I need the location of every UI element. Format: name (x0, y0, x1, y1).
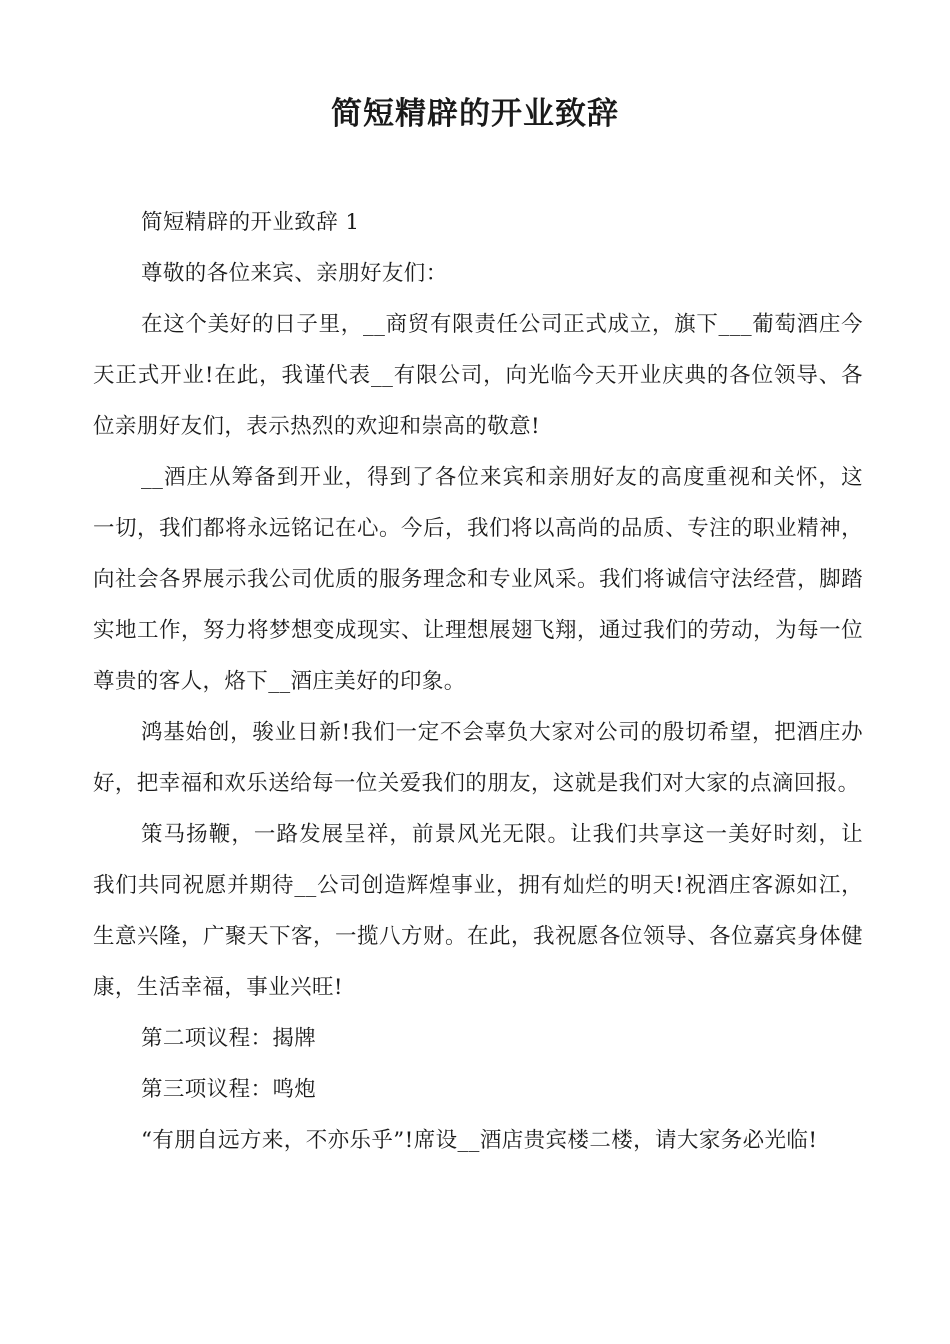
paragraph-opening: 在这个美好的日子里，__商贸有限责任公司正式成立，旗下___葡萄酒庄今天正式开业!在此，我谨代表__有限公司，向光临今天开业庆典的各位领导、各位亲朋好友们，表示热烈的欢迎和崇高的敬意! (93, 312, 863, 439)
document-body (93, 197, 863, 1166)
paragraph-gratitude: __酒庄从筹备到开业，得到了各位来宾和亲朋好友的高度重视和关怀，这一切，我们都将永远铭记在心。今后，我们将以高尚的品质、专注的职业精神，向社会各界展示我公司优质的服务理念和专业风采。我们将诚信守法经营，脚踏实地工作，努力将梦想变成现实、让理想展翅飞翔，通过我们的劳动，为每一位尊贵的客人，烙下__酒庄美好的印象。 (93, 465, 863, 694)
paragraph-subtitle: 简短精辟的开业致辞 1 (141, 210, 360, 235)
paragraph-agenda-3: 第三项议程：鸣炮 (141, 1077, 317, 1102)
paragraph-salutation: 尊敬的各位来宾、亲朋好友们： (141, 261, 448, 286)
paragraph-agenda-2: 第二项议程：揭牌 (141, 1026, 317, 1051)
paragraph-promise: 鸿基始创，骏业日新!我们一定不会辜负大家对公司的殷切希望，把酒庄办好，把幸福和欢乐送给每一位关爱我们的朋友，这就是我们对大家的点滴回报。 (93, 720, 863, 796)
paragraph-blessing: 策马扬鞭，一路发展呈祥，前景风光无限。让我们共享这一美好时刻，让我们共同祝愿并期待__公司创造辉煌事业，拥有灿烂的明天!祝酒庄客源如江，生意兴隆，广聚天下客，一揽八方财。在此，我祝愿各位领导、各位嘉宾身体健康，生活幸福，事业兴旺! (93, 822, 863, 1000)
document-title: 简短精辟的开业致辞 (331, 96, 619, 132)
paragraph-invitation: “有朋自远方来，不亦乐乎”!席设__酒店贵宾楼二楼，请大家务必光临! (141, 1128, 818, 1153)
